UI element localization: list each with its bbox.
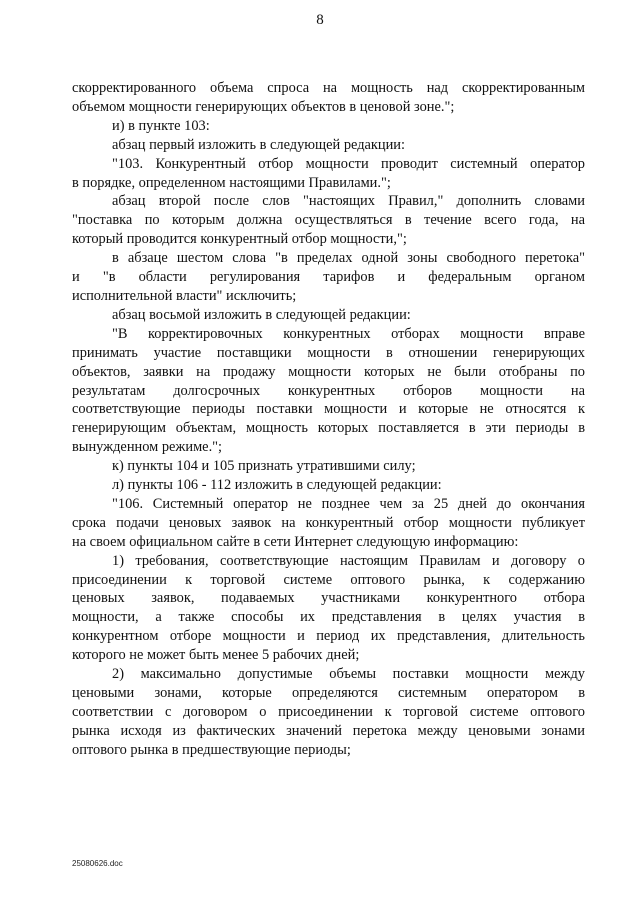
text-line: ценовых заявок, подаваемых участниками конкурентного отбора: [72, 590, 585, 607]
text-line: результатам долгосрочных конкурентных отборов мощности на: [72, 382, 585, 399]
text-line: "В корректировочных конкурентных отборах мощности вправе: [112, 325, 585, 342]
text-line: и "в области регулирования тарифов и федеральным органом: [72, 269, 585, 286]
text-line: абзац второй после слов "настоящих Правил," дополнить словами: [112, 193, 585, 210]
text-line: соответствующие периоды поставки мощности и которые не относятся к: [72, 401, 585, 418]
text-line: генерирующим объектам, мощность которых поставляется в эти периоды в: [72, 420, 585, 437]
text-line: объектов, заявки на продажу мощности которых не были отобраны по: [72, 363, 585, 380]
text-line: к) пункты 104 и 105 признать утратившими силу;: [112, 458, 416, 475]
text-line: и) в пункте 103:: [112, 117, 210, 134]
text-line: "103. Конкурентный отбор мощности проводит системный оператор: [112, 155, 585, 172]
text-line: абзац восьмой изложить в следующей редакции:: [112, 306, 411, 323]
text-line: мощности, а также способы их представления в целях участия в: [72, 609, 585, 626]
text-line: принимать участие поставщики мощности в отношении генерирующих: [72, 344, 585, 361]
text-line: рынка исходя из фактических значений перетока между ценовыми зонами: [72, 722, 585, 739]
text-line: 1) требования, соответствующие настоящим Правилам и договору о: [112, 552, 585, 569]
text-line: вынужденном режиме.";: [72, 439, 223, 456]
file-name-footer: 25080626.doc: [72, 859, 123, 868]
text-line: абзац первый изложить в следующей редакции:: [112, 136, 406, 153]
text-line: ценовыми зонами, которые определяются системным оператором в: [72, 685, 585, 701]
text-line: срока подачи ценовых заявок на конкурентный отбор мощности публикует: [72, 514, 585, 531]
text-line: присоединении к торговой системе оптового рынка, к содержанию: [72, 571, 585, 588]
text-line: 2) максимально допустимые объемы поставки мощности между: [112, 666, 585, 683]
text-line: на своем официальном сайте в сети Интернет следующую информацию:: [72, 533, 519, 550]
page-number: 8: [316, 12, 324, 28]
text-line: которого не может быть менее 5 рабочих дней;: [72, 647, 360, 664]
text-line: в абзаце шестом слова "в пределах одной зоны свободного перетока": [112, 250, 585, 267]
document-body: [72, 79, 585, 760]
text-line: в порядке, определенном настоящими Правилами.";: [72, 174, 391, 191]
text-line: конкурентном отборе мощности и период их представления, длительность: [72, 628, 585, 645]
text-line: скорректированного объема спроса на мощность над скорректированным: [72, 80, 585, 96]
text-line: оптового рынка в предшествующие периоды;: [72, 741, 351, 758]
text-line: л) пункты 106 - 112 изложить в следующей редакции:: [112, 477, 442, 494]
text-line: "106. Системный оператор не позднее чем за 25 дней до окончания: [112, 495, 585, 512]
text-line: "поставка по которым должна осуществляться в течение всего года, на: [72, 212, 585, 229]
text-line: который проводится конкурентный отбор мощности,";: [72, 231, 407, 248]
text-line: исполнительной власти" исключить;: [72, 287, 297, 304]
text-line: соответствии с договором о присоединении к торговой системе оптового: [72, 703, 585, 720]
text-line: объемом мощности генерирующих объектов в ценовой зоне.";: [72, 98, 455, 115]
